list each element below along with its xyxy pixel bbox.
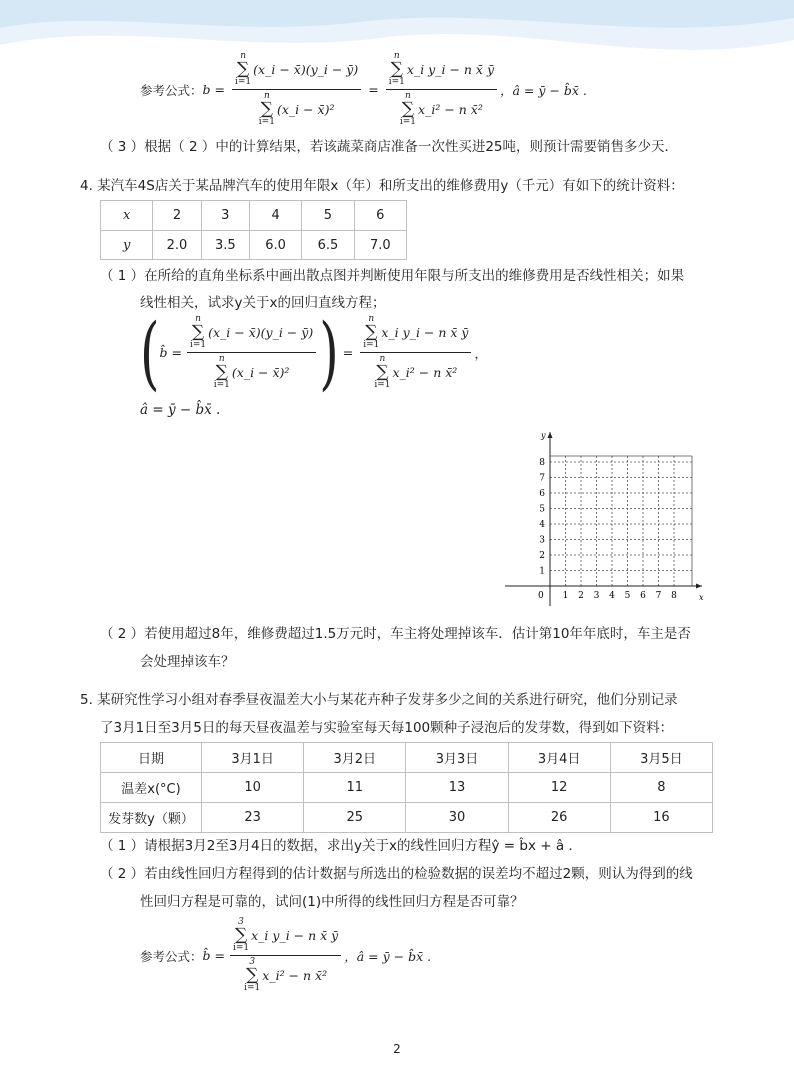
table-header-cell: 3月4日: [508, 743, 610, 773]
q5-intro-line1: 5. 某研究性学习小组对春季昼夜温差大小与某花卉种子发芽多少之间的关系进行研究，他们分别记录: [80, 692, 678, 708]
q4-regression-formula: ( b̂ = n ∑ i=1 (x_i − x̄)(y_i − ȳ) n ∑ i=1 (x_i − x̄)² ) = n ∑ i=1 x_i y_i − n x̄ ȳ n ∑ i=1 x_i² − n x̄² ，: [140, 306, 487, 399]
q3-part3-text: （ 3 ）根据（ 2 ）中的计算结果，若该蔬菜商店准备一次性买进25吨，则预计需要销售多少天．: [100, 139, 679, 155]
q4-part1-line2: 线性相关，试求y关于x的回归直线方程；: [140, 295, 386, 311]
table-cell: 25: [304, 803, 406, 833]
y-tick-label: 5: [539, 504, 545, 515]
table-cell: 发芽数y（颗）: [101, 803, 202, 833]
q4-part1-line1: （ 1 ）在所给的直角坐标系中画出散点图并判断使用年限与所支出的维修费用是否线性相关；如果: [100, 268, 685, 284]
table-cell: 6: [354, 201, 406, 231]
x-axis-arrow: [696, 584, 702, 589]
a-hat-formula: ，â = ȳ − b̂x̄ .: [500, 82, 587, 98]
table-header-cell: 3月2日: [304, 743, 406, 773]
b-hat-label: b̂ =: [159, 345, 182, 360]
q4-part2-line2: 会处理掉该车？: [140, 654, 235, 670]
q5-data-table: [100, 742, 713, 833]
page-number: 2: [393, 1042, 401, 1056]
table-cell: 11: [304, 773, 406, 803]
origin-label: 0: [538, 591, 544, 601]
table-cell: 16: [610, 803, 712, 833]
table-cell: 30: [406, 803, 508, 833]
y-axis-label: y: [541, 431, 546, 440]
x-tick-label: 2: [578, 591, 584, 601]
b-variable: b: [202, 82, 211, 97]
q4-intro: 4. 某汽车4S店关于某品牌汽车的使用年限x（年）和所支出的维修费用y（千元）有如下的统计资料：: [80, 178, 684, 194]
q5-part2-line1: （ 2 ）若由线性回归方程得到的估计数据与所选出的检验数据的误差均不超过2颗，则认为得到的线: [100, 866, 693, 882]
table-header-cell: 日期: [101, 743, 202, 773]
y-tick-label: 4: [539, 520, 545, 530]
coordinate-grid: [505, 428, 705, 608]
q5-part2-line2: 性回归方程是可靠的，试问(1)中所得的线性回归方程是否可靠？: [140, 894, 524, 910]
fraction-product-form: n ∑ i=1 x_i y_i − n x̄ ȳ n ∑ i=1 x_i² − n x̄²: [360, 315, 471, 390]
q5-reference-formula: [140, 918, 431, 993]
q5-intro-line2: 了3月1日至3月5日的每天昼夜温差与实验室每天每100颗种子浸泡后的发芽数，得到如下资料：: [100, 720, 674, 736]
x-tick-label: 4: [609, 591, 615, 601]
table-cell: 8: [610, 773, 712, 803]
y-tick-label: 6: [539, 489, 545, 499]
table-cell: 12: [508, 773, 610, 803]
fraction-product-form: 3 ∑ i=1 x_i y_i − n x̄ ȳ 3 ∑ i=1 x_i² − n x̄²: [230, 918, 341, 993]
table-cell: 13: [406, 773, 508, 803]
a-hat-formula: ，â = ȳ − b̂x̄ .: [344, 948, 432, 964]
x-tick-label: 7: [655, 591, 662, 601]
x-tick-label: 1: [562, 591, 569, 601]
table-header-cell: 3月3日: [406, 743, 508, 773]
table-cell: y: [101, 231, 153, 260]
table-cell: x: [101, 201, 153, 231]
b-hat-label: b̂ =: [202, 948, 225, 963]
table-cell: 26: [508, 803, 610, 833]
y-tick-label: 2: [539, 551, 545, 561]
x-tick-label: 5: [624, 591, 631, 601]
table-cell: 6.0: [249, 231, 301, 260]
table-cell: 温差x(°C): [101, 773, 202, 803]
table-cell: 3: [201, 201, 249, 231]
q4-data-table: [100, 200, 407, 260]
q5-part1: （ 1 ）请根据3月2至3月4日的数据，求出y关于x的线性回归方程ŷ = b̂x + â .: [100, 838, 573, 854]
y-axis-arrow: [548, 432, 553, 438]
formula-label: 参考公式：: [140, 948, 203, 964]
table-cell: 2: [153, 201, 201, 231]
fraction-deviation-form: n ∑ i=1 (x_i − x̄)(y_i − ȳ) n ∑ i=1 (x_i − x̄)²: [187, 315, 316, 390]
y-tick-label: 1: [539, 566, 545, 577]
table-cell: 3.5: [201, 231, 249, 260]
table-header-cell: 3月1日: [202, 743, 304, 773]
q3-reference-formula: 参考公式： b = n ∑ i=1 (x_i − x̄)(y_i − ȳ) n ∑ i=1 (x_i − x̄)² = n ∑ i=1 x_i y_i − n x̄ ȳ n ∑ i=1 x_i² − n x̄² ，â = ȳ − b̂x̄ .: [140, 51, 587, 127]
table-cell: 4: [249, 201, 301, 231]
y-tick-label: 3: [539, 535, 545, 546]
x-tick-label: 3: [593, 591, 600, 601]
table-cell: 6.5: [302, 231, 354, 260]
table-cell: 2.0: [153, 231, 201, 260]
table-header-cell: 3月5日: [610, 743, 712, 773]
formula-comma: ，: [474, 345, 487, 361]
fraction-deviation-form: n ∑ i=1 (x_i − x̄)(y_i − ȳ) n ∑ i=1 (x_i − x̄)²: [232, 52, 361, 127]
y-tick-label: 8: [539, 458, 545, 468]
table-cell: 10: [202, 773, 304, 803]
x-axis-label: x: [699, 593, 704, 602]
table-cell: 23: [202, 803, 304, 833]
fraction-product-form: n ∑ i=1 x_i y_i − n x̄ ȳ n ∑ i=1 x_i² − n x̄²: [386, 52, 497, 127]
formula-label: 参考公式：: [140, 82, 203, 98]
table-cell: 7.0: [354, 231, 406, 260]
x-tick-label: 6: [640, 591, 646, 601]
x-tick-label: 8: [671, 591, 677, 601]
q4-part2-line1: （ 2 ）若使用超过8年，维修费超过1.5万元时，车主将处理掉该车．估计第10年年底时，车主是否: [100, 626, 691, 642]
y-tick-label: 7: [539, 473, 545, 484]
table-cell: 5: [302, 201, 354, 231]
q4-a-hat-formula: â = ȳ − b̂x̄ .: [140, 402, 221, 418]
